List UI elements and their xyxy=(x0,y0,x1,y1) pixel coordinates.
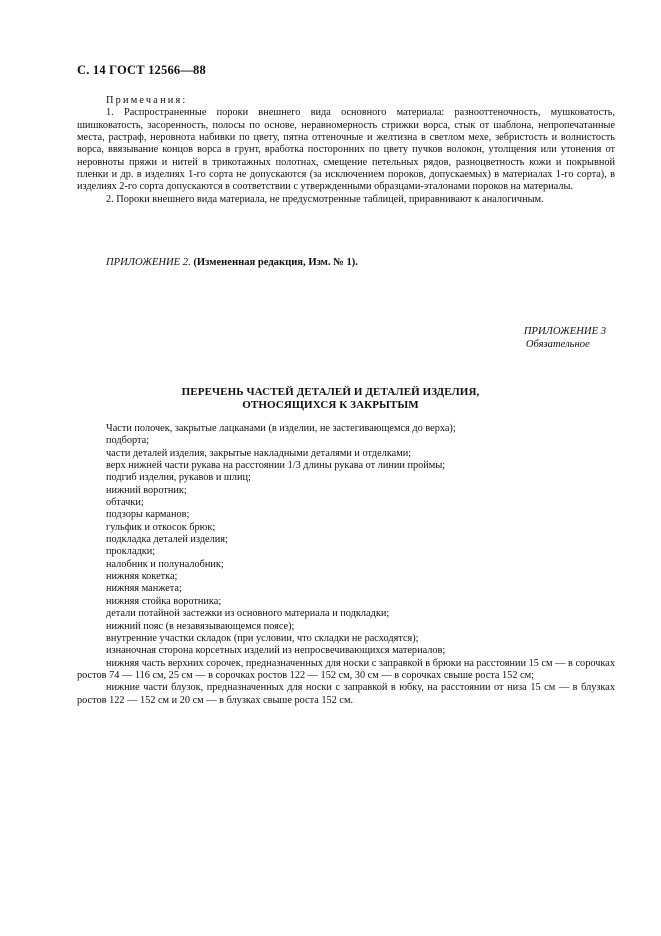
list-item: подборта; xyxy=(106,435,150,447)
list-item: нижние части блузок, предназначенных для носки с заправкой в юбку, на расстоянии от низа 15 см — в блузках ростов 122 — 152 см и 20 см — в блузках свыше роста 152 см. xyxy=(77,682,615,706)
list-item: детали потайной застежки из основного материала и подкладки; xyxy=(106,608,390,620)
section-title-line-1: ПЕРЕЧЕНЬ ЧАСТЕЙ ДЕТАЛЕЙ И ДЕТАЛЕЙ ИЗДЕЛИЯ, xyxy=(181,386,480,398)
list-item: нижняя манжета; xyxy=(106,583,182,595)
appendix2-change-text: (Измененная редакция, Изм. № 1). xyxy=(193,257,358,268)
section-title-line-2: ОТНОСЯЩИХСЯ К ЗАКРЫТЫМ xyxy=(242,398,419,411)
list-item: подзоры карманов; xyxy=(106,509,190,521)
section-title xyxy=(0,386,661,411)
list-item: изнаночная сторона корсетных изделий из непросвечивающихся материалов; xyxy=(106,645,446,657)
list-item: прокладки; xyxy=(106,546,156,558)
list-item: внутренние участки складок (при условии, что складки не расходятся); xyxy=(106,632,419,644)
appendix3-status: Обязательное xyxy=(525,339,590,350)
list-item: подкладка деталей изделия; xyxy=(106,534,228,546)
list-item: нижняя часть верхних сорочек, предназначенных для носки с заправкой в брюки на расстоянии 15 см — в сорочках ростов 74 — 116 см, 25 см — в сорочках ростов 122 — 152 см, 30 см — в сорочках свыше роста 152 см; xyxy=(77,657,615,681)
list-item: нижний воротник; xyxy=(106,484,187,496)
list-item: налобник и полуналобник; xyxy=(106,558,224,570)
list-item: нижний пояс (в незавязывающемся поясе); xyxy=(106,620,295,632)
appendix3-label: ПРИЛОЖЕНИЕ 3 xyxy=(523,326,606,337)
note-item-2: 2. Пороки внешнего вида материала, не предусмотренные таблицей, приравнивают к аналогичным. xyxy=(106,193,544,205)
notes-title: Примечания: xyxy=(106,95,188,106)
list-item: части деталей изделия, закрытые накладными деталями и отделками; xyxy=(106,447,412,459)
list-item: обтачки; xyxy=(106,497,144,509)
list-item: верх нижней части рукава на расстоянии 1/3 длины рукава от линии проймы; xyxy=(106,460,446,472)
page-header: С. 14 ГОСТ 12566—88 xyxy=(77,63,206,77)
list-item: подгиб изделия, рукавов и шлиц; xyxy=(106,472,251,484)
list-item: нижняя стойка воротника; xyxy=(106,595,222,607)
appendix2-change-note xyxy=(106,257,358,268)
list-item: Части полочек, закрытые лацканами (в изделии, не застегивающемся до верха); xyxy=(106,423,456,434)
note-item-1: 1. Распространенные пороки внешнего вида основного материала: разнооттеночность, мушковатость, шишковатость, засоренность, полосы по основе, неравномерность стрижки ворса, стык от шаблона, непропечатанные места, растраф, неровнота набивки по цвету, пятна оттеночные и желтизна в светлом мехе, зебристость и волнистость ворса, ввязывание концов ворса в грунт, вработка посторонних по цвету пучков волокон, утолщения или утонения от неровноты пряжи и нитей в трикотажных полотнах, смещение петельных рядов, разноцветность кожи и покрывной пленки и др. в изделиях 1-го сорта не допускаются (за исключением пороков, допускаемых) в материалах 1-го сорта), в изделиях 2-го сорта допускаются в соответствии с утвержденными образцами-эталонами пороков на материалы. xyxy=(77,107,615,193)
parts-list xyxy=(77,423,615,707)
notes-block xyxy=(77,95,615,206)
list-item: гульфик и откосок брюк; xyxy=(106,521,216,533)
appendix2-label: ПРИЛОЖЕНИЕ 2. xyxy=(106,257,191,268)
list-item: нижняя кокетка; xyxy=(106,571,178,583)
appendix3-heading xyxy=(524,325,606,351)
